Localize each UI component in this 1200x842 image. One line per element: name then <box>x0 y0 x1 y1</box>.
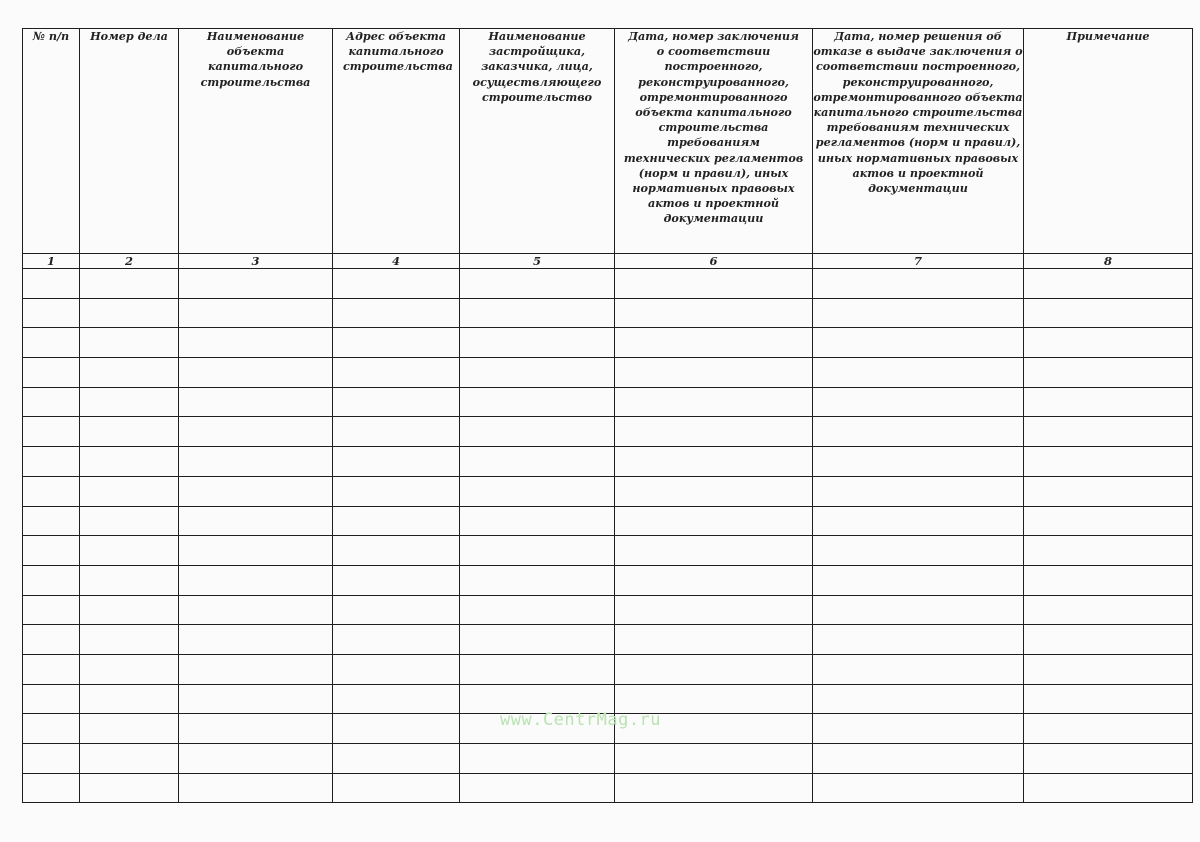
table-cell <box>333 506 460 536</box>
table-cell <box>333 417 460 447</box>
watermark-text: www.CentrMag.ru <box>500 710 662 730</box>
header-cell-object-address: Адрес объекта капитального строительства <box>333 29 460 254</box>
header-cell-object-name: Наименование объекта капитального строительства <box>179 29 333 254</box>
table-row <box>23 387 1193 417</box>
table-cell <box>813 625 1024 655</box>
table-cell <box>80 744 179 774</box>
table-cell <box>23 565 80 595</box>
table-cell <box>460 447 615 477</box>
table-row <box>23 654 1193 684</box>
table-cell <box>1024 773 1193 803</box>
table-cell <box>813 506 1024 536</box>
table-cell <box>179 744 333 774</box>
table-row <box>23 625 1193 655</box>
table-cell <box>813 447 1024 477</box>
table-row <box>23 536 1193 566</box>
table-cell <box>80 298 179 328</box>
table-cell <box>1024 476 1193 506</box>
table-cell <box>179 417 333 447</box>
table-cell <box>80 595 179 625</box>
table-cell <box>1024 387 1193 417</box>
table-cell <box>460 773 615 803</box>
table-cell <box>179 269 333 299</box>
table-cell <box>813 565 1024 595</box>
table-row <box>23 447 1193 477</box>
table-cell <box>460 625 615 655</box>
table-cell <box>179 298 333 328</box>
table-cell <box>813 476 1024 506</box>
table-cell <box>1024 714 1193 744</box>
table-row <box>23 595 1193 625</box>
table-cell <box>615 328 813 358</box>
table-cell <box>80 714 179 744</box>
table-cell <box>333 387 460 417</box>
table-cell <box>1024 298 1193 328</box>
table-cell <box>179 536 333 566</box>
header-cell-conclusion-date: Дата, номер заключения о соответствии построенного, реконструированного, отремонтированного объекта капитального строительства требованиям технических регламентов (норм и правил), иных нормативных правовых актов и проектной документации <box>615 29 813 254</box>
table-cell <box>460 654 615 684</box>
column-number: 7 <box>813 254 1024 269</box>
table-cell <box>23 506 80 536</box>
table-cell <box>460 417 615 447</box>
table-cell <box>179 447 333 477</box>
table-row <box>23 358 1193 388</box>
table-cell <box>615 506 813 536</box>
table-cell <box>813 298 1024 328</box>
table-row <box>23 328 1193 358</box>
table-cell <box>615 773 813 803</box>
table-cell <box>179 684 333 714</box>
table-cell <box>1024 565 1193 595</box>
table-cell <box>23 536 80 566</box>
table-cell <box>1024 269 1193 299</box>
table-cell <box>179 565 333 595</box>
table-cell <box>460 387 615 417</box>
table-cell <box>1024 447 1193 477</box>
table-cell <box>333 773 460 803</box>
table-row <box>23 417 1193 447</box>
table-cell <box>615 744 813 774</box>
table-cell <box>1024 358 1193 388</box>
table-cell <box>23 387 80 417</box>
table-cell <box>1024 536 1193 566</box>
table-cell <box>179 328 333 358</box>
table-cell <box>813 417 1024 447</box>
table-cell <box>80 625 179 655</box>
table-cell <box>1024 595 1193 625</box>
table-cell <box>615 447 813 477</box>
table-cell <box>813 595 1024 625</box>
table-cell <box>23 744 80 774</box>
table-cell <box>80 476 179 506</box>
table-cell <box>23 773 80 803</box>
table-cell <box>80 773 179 803</box>
table-cell <box>333 358 460 388</box>
table-cell <box>80 447 179 477</box>
table-cell <box>333 536 460 566</box>
table-cell <box>23 714 80 744</box>
table-cell <box>80 536 179 566</box>
table-row <box>23 565 1193 595</box>
table-cell <box>23 269 80 299</box>
table-cell <box>80 684 179 714</box>
table-cell <box>80 328 179 358</box>
table-cell <box>460 476 615 506</box>
table-cell <box>333 714 460 744</box>
table-cell <box>615 358 813 388</box>
table-cell <box>460 358 615 388</box>
table-cell <box>23 476 80 506</box>
table-cell <box>460 298 615 328</box>
table-row <box>23 269 1193 299</box>
table-cell <box>460 595 615 625</box>
table-cell <box>1024 417 1193 447</box>
table-cell <box>813 387 1024 417</box>
table-cell <box>1024 744 1193 774</box>
table-cell <box>460 744 615 774</box>
table-row <box>23 773 1193 803</box>
table-cell <box>179 387 333 417</box>
table-cell <box>23 684 80 714</box>
header-cell-case-number: Номер дела <box>80 29 179 254</box>
table-cell <box>615 387 813 417</box>
header-cell-note: Примечание <box>1024 29 1193 254</box>
table-cell <box>333 744 460 774</box>
header-cell-developer-name: Наименование застройщика, заказчика, лица, осуществляющего строительство <box>460 29 615 254</box>
table-cell <box>80 565 179 595</box>
table-cell <box>813 536 1024 566</box>
column-number: 1 <box>23 254 80 269</box>
table-cell <box>80 387 179 417</box>
table-cell <box>813 773 1024 803</box>
table-cell <box>460 269 615 299</box>
table-cell <box>179 506 333 536</box>
table-cell <box>333 298 460 328</box>
table-cell <box>615 654 813 684</box>
column-number: 6 <box>615 254 813 269</box>
table-cell <box>1024 684 1193 714</box>
table-cell <box>1024 328 1193 358</box>
table-cell <box>615 595 813 625</box>
header-cell-row-number: № п/п <box>23 29 80 254</box>
table-cell <box>80 506 179 536</box>
table-cell <box>333 595 460 625</box>
table-cell <box>1024 625 1193 655</box>
table-cell <box>813 714 1024 744</box>
table-cell <box>179 654 333 684</box>
table-cell <box>615 269 813 299</box>
table-cell <box>80 358 179 388</box>
table-cell <box>615 476 813 506</box>
table-cell <box>333 269 460 299</box>
column-number: 8 <box>1024 254 1193 269</box>
table-cell <box>80 417 179 447</box>
table-cell <box>333 684 460 714</box>
table-cell <box>333 447 460 477</box>
table-row <box>23 744 1193 774</box>
table-cell <box>813 358 1024 388</box>
table-cell <box>23 358 80 388</box>
table-cell <box>23 417 80 447</box>
table-row <box>23 476 1193 506</box>
table-cell <box>460 506 615 536</box>
table-cell <box>460 565 615 595</box>
table-cell <box>23 625 80 655</box>
table-cell <box>333 328 460 358</box>
table-cell <box>23 328 80 358</box>
table-cell <box>1024 654 1193 684</box>
table-cell <box>80 654 179 684</box>
table-cell <box>460 328 615 358</box>
table-cell <box>615 536 813 566</box>
table-cell <box>333 654 460 684</box>
table-cell <box>615 298 813 328</box>
table-cell <box>333 476 460 506</box>
table-row <box>23 506 1193 536</box>
column-number: 2 <box>80 254 179 269</box>
column-number: 4 <box>333 254 460 269</box>
table-cell <box>460 536 615 566</box>
table-cell <box>813 269 1024 299</box>
table-cell <box>1024 506 1193 536</box>
table-cell <box>615 625 813 655</box>
table-cell <box>23 654 80 684</box>
header-row <box>23 29 1193 254</box>
table-cell <box>179 714 333 744</box>
table-cell <box>179 476 333 506</box>
table-cell <box>813 684 1024 714</box>
table-cell <box>23 595 80 625</box>
register-table <box>22 28 1193 803</box>
table-cell <box>813 654 1024 684</box>
table-cell <box>333 625 460 655</box>
table-cell <box>179 358 333 388</box>
table-cell <box>179 625 333 655</box>
table-cell <box>179 773 333 803</box>
table-cell <box>813 328 1024 358</box>
table-cell <box>80 269 179 299</box>
column-number: 3 <box>179 254 333 269</box>
table-cell <box>23 298 80 328</box>
table-cell <box>23 447 80 477</box>
table-cell <box>333 565 460 595</box>
table-cell <box>179 595 333 625</box>
table-cell <box>615 417 813 447</box>
header-cell-refusal-date: Дата, номер решения об отказе в выдаче заключения о соответствии построенного, реконструированного, отремонтированного объекта капитального строительства требованиям технических регламентов (норм и правил), иных нормативных правовых актов и проектной документации <box>813 29 1024 254</box>
table-cell <box>813 744 1024 774</box>
column-number: 5 <box>460 254 615 269</box>
column-number-row <box>23 254 1193 269</box>
table-row <box>23 298 1193 328</box>
table-cell <box>615 565 813 595</box>
